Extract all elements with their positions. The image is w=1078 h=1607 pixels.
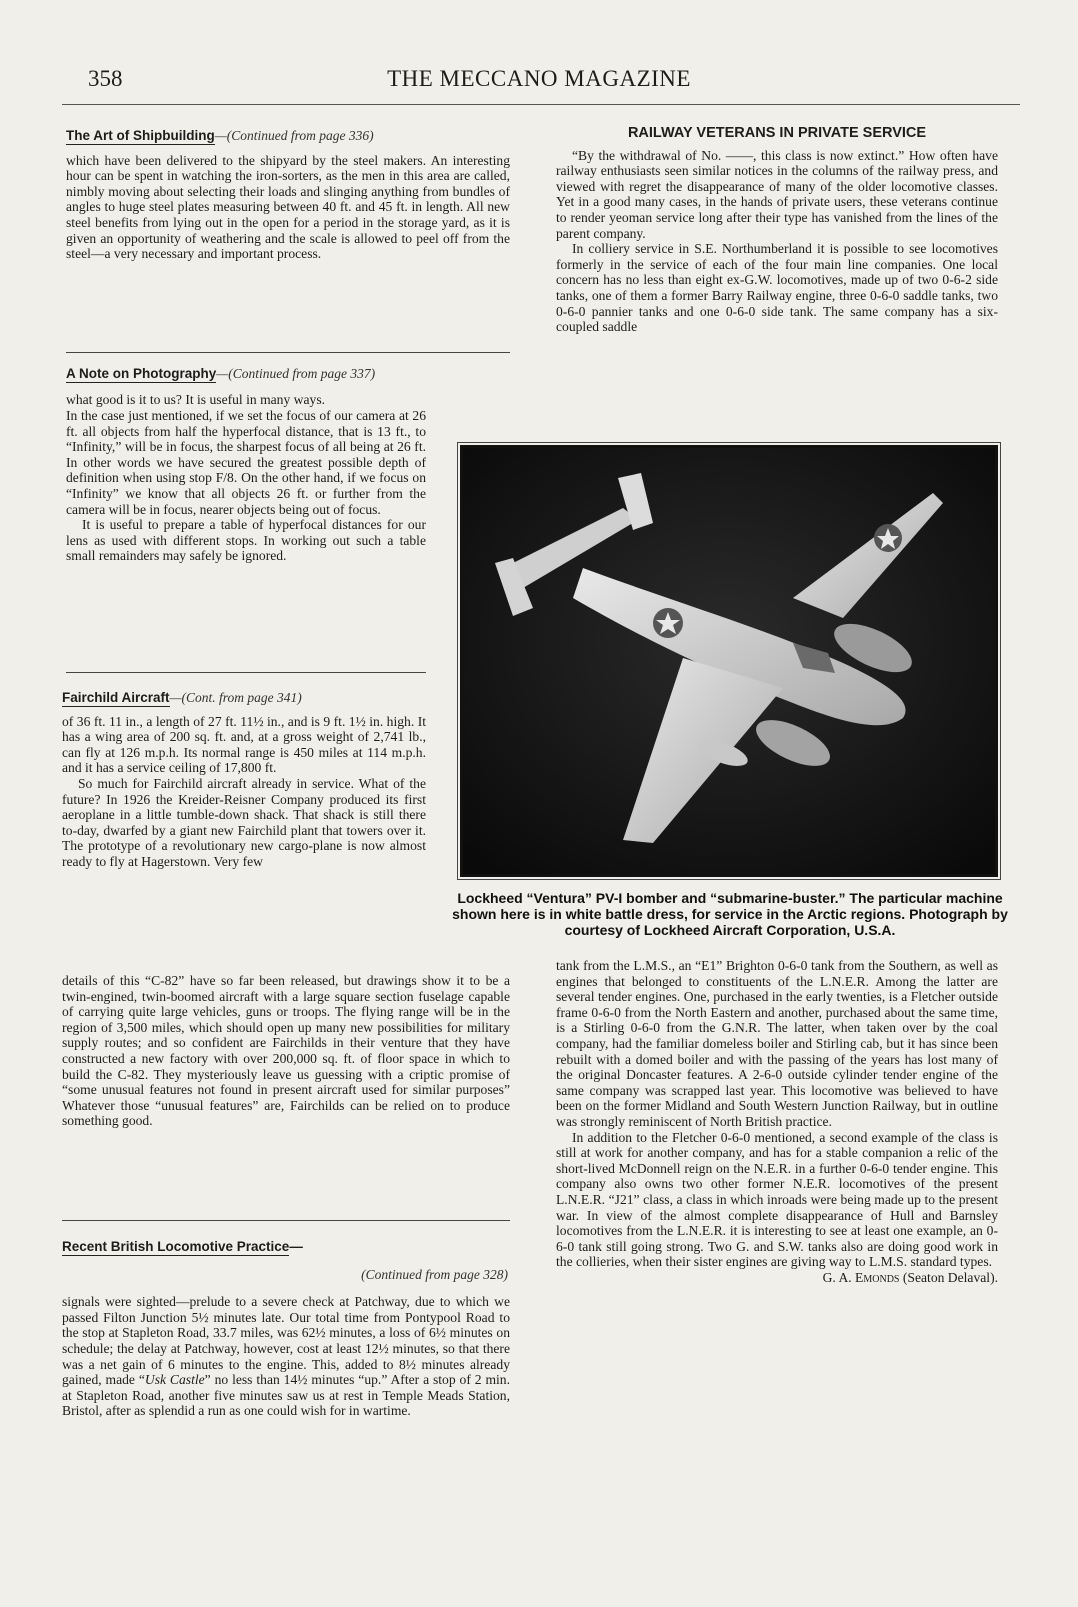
railway-p4: In addition to the Fletcher 0-6-0 mentioned, a second example of the class is still at work for another company, and has for a stable companion a relic of the short-lived McDonnell reign on the N.E.R. in a further 0-6-0 tender engine. This company also owns two other former N.E.R. locomotives of the present L.N.E.R. “J21” class, a class in which inroads were being made up to the present war. In view of the almost complete disappearance of Hull and Barnsley locomotives from the L.N.E.R. it is interesting to see at least one example, an 0-6-0 tank still going strong. Two G. and S.W. tanks also are doing good work in the collieries, when their sister engines are giving way to L.M.S. standard types.	[556, 1129, 998, 1270]
shipbuilding-section	[66, 128, 510, 262]
fairchild-heading	[62, 690, 426, 706]
fairchild-section	[62, 690, 426, 870]
locomotive-section	[62, 1239, 510, 1419]
railway-title: RAILWAY VETERANS IN PRIVATE SERVICE	[627, 125, 927, 141]
fairchild-continued-body	[62, 973, 510, 1129]
section-divider	[66, 672, 426, 673]
locomotive-text-after: ” no less than 14½ minutes “up.” After a stop of 2 min. at Stapleton Road, another five minutes saw us at rest in Temple Meads Station, Bristol, after as splendid a run as one could wish for in wartime.	[62, 1372, 510, 1419]
fairchild-continued: —(Cont. from page 341)	[169, 690, 302, 705]
fairchild-p2a: So much for Fairchild aircraft already in service. What of the future? In 1926 the Kreider-Reisner Company produced its first aeroplane in a little tumble-down shack. That shack is still there to-day, dwarfed by a giant new Fairchild plant that towers over it. The prototype of a revolutionary new cargo-plane is now almost ready to fly at Hagerstown. Very few	[62, 775, 426, 869]
photography-p2: It is useful to prepare a table of hyperfocal distances for our lens as used with different stops. In working out such a table small remainders may safely be ignored.	[66, 517, 426, 564]
shipbuilding-title: The Art of Shipbuilding	[66, 128, 215, 143]
photography-heading	[66, 366, 510, 382]
section-divider	[66, 352, 510, 353]
photography-p1: In the case just mentioned, if we set the focus of our camera at 26 ft. all objects from half the hyperfocal distance, that is 13 ft., to “Infinity,” will be in focus, the sharpest focus of all being at 26 ft. In other words we have secured the greatest possible depth of definition when using stop F/8. On the other hand, if we focus on “Infinity” we know that all objects 26 ft. or further from the camera will be in focus, nearer objects being out of focus.	[66, 408, 426, 517]
railway-p2: In colliery service in S.E. Northumberland it is possible to see locomotives formerly in the service of each of the four main line companies. One local concern has no less than eight ex-G.W. locomotives, made up of two 0-6-2 side tanks, one of them a former Barry Railway engine, three 0-6-0 saddle tanks, two 0-6-0 pannier tanks and one 0-6-0 side tank. The same company has a six-coupled saddle	[556, 241, 998, 335]
magazine-title: THE MECCANO MAGAZINE	[387, 66, 691, 91]
locomotive-text	[62, 1294, 510, 1419]
usk-castle: Usk Castle	[144, 1372, 205, 1388]
locomotive-dash: —	[289, 1239, 303, 1254]
photography-body	[66, 408, 426, 564]
railway-continued	[556, 958, 998, 1285]
shipbuilding-heading	[66, 128, 510, 144]
shipbuilding-continued: —(Continued from page 336)	[214, 128, 374, 143]
fairchild-p2b: details of this “C-82” have so far been released, but drawings show it to be a twin-engined, twin-boomed aircraft with a large square section fuselage capable of carrying quite large vehicles, guns or troops. The flying range will be in the region of 3,500 miles, which should open up many new possibilities for military supply routes; and so confident are Fairchilds in their venture that they have constructed a new factory with over 200,000 sq. ft. of floor space in which to build the C-82. They mysteriously leave us guessing with a criptic promise of “some unusual features not found in present aircraft used for similar purposes” Whatever those “unusual features” are, Fairchilds can be relied on to produce something good.	[62, 973, 510, 1129]
locomotive-continued: (Continued from page 328)	[361, 1266, 508, 1282]
signature-name: G. A. Emonds	[822, 1269, 900, 1285]
photo-caption: Lockheed “Ventura” PV-I bomber and “submarine-buster.” The particular machine shown here is in white battle dress, for service in the Arctic regions. Photograph by courtesy of Lockheed Aircraft Corporation, U.S.A.	[452, 890, 1008, 938]
railway-p1: “By the withdrawal of No. ——, this class is now extinct.” How often have railway enthusiasts seen similar notices in the columns of the railway press, and viewed with regret the disappearance of many of the older locomotive classes. Yet in a good many cases, in the hands of private users, these veterans continue to render yeoman service long after their type has vanished from the lines of the parent company.	[556, 147, 998, 241]
fairchild-p1: of 36 ft. 11 in., a length of 27 ft. 11½ in., and is 9 ft. 1½ in. high. It has a wing area of 200 sq. ft. and, at a gross weight of 2,741 lb., can fly at 126 m.p.h. Its normal range is 450 miles at 114 m.p.h. and it has a service ceiling of 17,800 ft.	[62, 713, 426, 776]
railway-p3: tank from the L.M.S., an “E1” Brighton 0-6-0 tank from the Southern, as well as engines that belonged to constituents of the L.N.E.R. Among the latter are several tender engines. One, purchased in the early twenties, is a Fletcher outside frame 0-6-0 from the North Eastern and another, purchased about the same time, is a Stirling 0-6-0 from the G.N.R. The latter, when taken over by the coal company, had the familiar domeless boiler and Stirling cab, but it has since been rebuilt with a domed boiler and with the passing of the years has lost many of the original Doncaster features. A 2-6-0 outside cylinder tender engine of the same company was scrapped last year. This locomotive was believed to have been on the former Midland and South Western Junction Railway, but in outline was strongly reminiscent of North British practice.	[556, 958, 998, 1129]
section-divider	[62, 1220, 510, 1221]
locomotive-text-before: signals were sighted—prelude to a severe check at Patchway, due to which we passed Filton Junction 5½ minutes late. Our total time from Pontypool Road to the stop at Stapleton Road, 33.7 miles, was 62½ minutes, a loss of 6½ minutes on schedule; the delay at Patchway, however, cost at least 12½ minutes, so that there was a net gain of 6 minutes to the engine. This, added to 8½ minutes already gained, made “	[62, 1294, 510, 1388]
locomotive-title: Recent British Locomotive Practice	[62, 1239, 290, 1254]
signature	[556, 1270, 998, 1286]
photography-title: A Note on Photography	[66, 366, 217, 381]
aircraft-photo	[460, 445, 998, 877]
aircraft-photo-icon	[463, 448, 995, 874]
photography-section	[66, 366, 510, 382]
fairchild-title: Fairchild Aircraft	[62, 690, 170, 705]
photography-continued: —(Continued from page 337)	[216, 366, 376, 381]
railway-section	[556, 126, 998, 335]
locomotive-heading	[62, 1239, 510, 1255]
photography-first-line	[66, 392, 510, 408]
shipbuilding-text: which have been delivered to the shipyard by the steel makers. An interesting hour can be spent in watching the iron-sorters, as the men in this area are called, nimbly moving about selecting their loads and slinging anything from bundles of angles to huge steel plates measuring between 40 ft. and 45 ft. in length. All new steel benefits from lying out in the open for a period in the storage yard, as it is given an opportunity of weathering and the scale is allowed to peel off from the steel—a very necessary and important process.	[66, 152, 510, 262]
signature-place: (Seaton Delaval).	[899, 1269, 998, 1285]
photography-p1-lead: what good is it to us? It is useful in many ways.	[66, 392, 326, 407]
page-number: 358	[88, 66, 123, 91]
header-rule	[62, 104, 1020, 105]
